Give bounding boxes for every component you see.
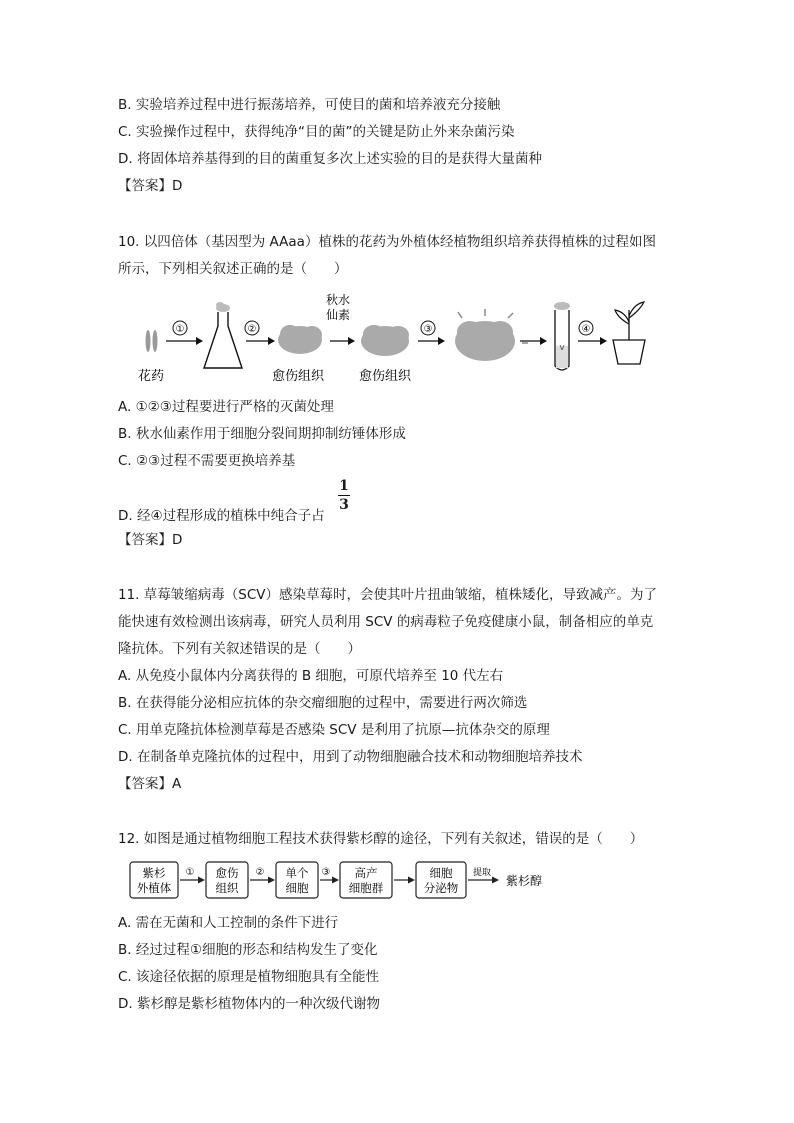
flow-extract-label: 提取 <box>472 868 492 878</box>
q11-option-a: A. 从免疫小鼠体内分离获得的 B 细胞，可原代培养至 10 代左右 <box>118 668 504 684</box>
embryoid-icon <box>455 309 528 361</box>
q10-option-c: C. ②③过程不需要更换培养基 <box>118 453 296 469</box>
q11-option-c: C. 用单克隆抗体检测草莓是否感染 SCV 是利用了抗原—抗体杂交的原理 <box>118 722 550 738</box>
arrow-step-1 <box>166 321 203 345</box>
fraction-numerator: 1 <box>339 478 349 494</box>
colchicine-label-2: 仙素 <box>325 308 351 322</box>
fraction-denominator: 3 <box>339 497 349 513</box>
step-4-label: ④ <box>581 324 591 335</box>
q9-option-d: D. 将固体培养基得到的目的菌重复多次上述实验的目的是获得大量菌种 <box>118 151 542 167</box>
q12-option-b: B. 经过过程①细胞的形态和结构发生了变化 <box>118 942 378 958</box>
flow-box2-line2: 组织 <box>215 881 239 895</box>
anther-label: 花药 <box>137 369 165 384</box>
arrow-step-4 <box>578 321 607 345</box>
q10-option-a: A. ①②③过程要进行严格的灭菌处理 <box>118 399 334 415</box>
flow-box3-line1: 单个 <box>285 866 309 880</box>
step-3-label: ③ <box>423 324 433 335</box>
step-2-label: ② <box>247 324 257 335</box>
test-tube-icon <box>554 302 570 370</box>
flask-icon <box>204 302 242 368</box>
q12-flowchart <box>128 858 558 902</box>
q12-option-a: A. 需在无菌和人工控制的条件下进行 <box>118 915 339 931</box>
q10-option-b: B. 秋水仙素作用于细胞分裂间期抑制纺锤体形成 <box>118 426 406 442</box>
arrow-step-3 <box>418 321 445 345</box>
q10-stem-line2: 所示，下列相关叙述正确的是（ ） <box>118 261 348 277</box>
q11-answer: 【答案】A <box>118 776 182 792</box>
flow-step-2: ② <box>255 867 265 878</box>
callus-icon <box>361 325 409 356</box>
q11-stem-line3: 隆抗体。下列有关叙述错误的是（ ） <box>118 641 361 657</box>
flow-box2-line1: 愈伤 <box>215 866 239 880</box>
anther-icon <box>146 330 158 352</box>
q12-option-d: D. 紫杉醇是紫杉植物体内的一种次级代谢物 <box>118 996 380 1012</box>
flow-box5-line2: 分泌物 <box>423 881 459 895</box>
flow-box1-line1: 紫杉 <box>142 866 166 880</box>
potted-plant-icon <box>613 302 645 364</box>
flow-step-1: ① <box>185 867 195 878</box>
colchicine-arrow <box>326 292 355 345</box>
q11-stem-line1: 11. 草莓皱缩病毒（SCV）感染草莓时，会使其叶片扭曲皱缩，植株矮化，导致减产。为了 <box>118 587 657 603</box>
flow-box1-line2: 外植体 <box>136 881 172 895</box>
q9-option-c: C. 实验操作过程中，获得纯净“目的菌”的关键是防止外来杂菌污染 <box>118 124 515 140</box>
arrow-to-tube <box>520 337 547 345</box>
q9-option-b: B. 实验培养过程中进行振荡培养，可使目的菌和培养液充分接触 <box>118 97 501 113</box>
colchicine-label-1: 秋水 <box>325 293 351 307</box>
q11-option-b: B. 在获得能分泌相应抗体的杂交瘤细胞的过程中，需要进行两次筛选 <box>118 695 528 711</box>
flow-box4-line2: 细胞群 <box>348 881 384 895</box>
flow-step-3: ③ <box>321 867 331 878</box>
q10-culture-figure <box>130 288 670 388</box>
q9-answer: 【答案】D <box>118 178 183 194</box>
callus-label-2: 愈伤组织 <box>358 369 412 384</box>
callus-icon <box>278 325 322 354</box>
flow-box3-line2: 细胞 <box>285 881 309 895</box>
q11-option-d: D. 在制备单克隆抗体的过程中，用到了动物细胞融合技术和动物细胞培养技术 <box>118 749 583 765</box>
arrow-step-2 <box>245 321 275 345</box>
q10-fraction <box>338 478 350 513</box>
callus-label-1: 愈伤组织 <box>271 369 325 384</box>
flow-box5-line1: 细胞 <box>429 866 453 880</box>
q11-stem-line2: 能快速有效检测出该病毒，研究人员利用 SCV 的病毒粒子免疫健康小鼠，制备相应的单克 <box>118 614 654 630</box>
q10-answer: 【答案】D <box>118 532 183 548</box>
step-1-label: ① <box>175 324 185 335</box>
q10-option-d: D. 经④过程形成的植株中纯合子占 <box>118 508 325 524</box>
flow-box4-line1: 高产 <box>354 866 378 880</box>
flow-product: 紫杉醇 <box>505 874 543 888</box>
q12-stem: 12. 如图是通过植物细胞工程技术获得紫杉醇的途径，下列有关叙述，错误的是（ ） <box>118 831 644 847</box>
q12-option-c: C. 该途径依据的原理是植物细胞具有全能性 <box>118 969 380 985</box>
q10-stem-line1: 10. 以四倍体（基因型为 AAaa）植株的花药为外植体经植物组织培养获得植株的过程如图 <box>118 234 656 250</box>
